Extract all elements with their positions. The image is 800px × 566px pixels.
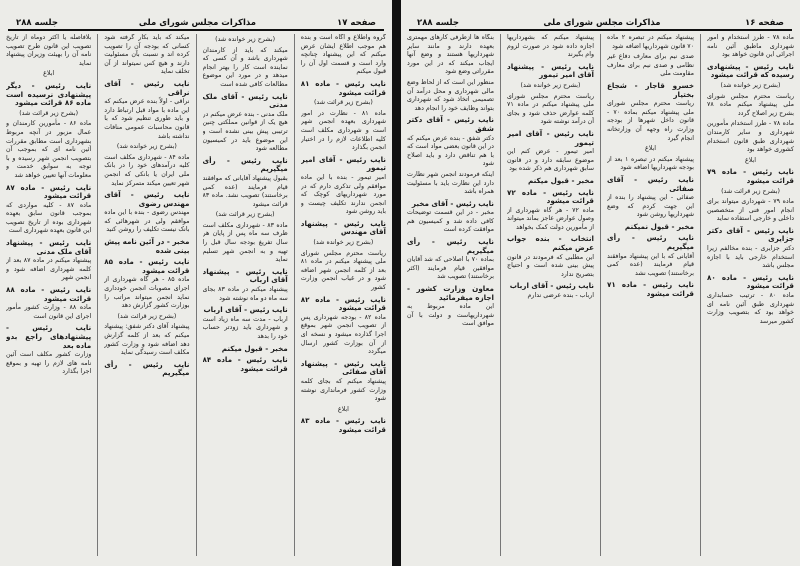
- procedural-note: (بشرح زیر خوانده شد): [116, 143, 177, 151]
- speaker-heading: مخبر - در آئین نامه پیش بینی شده: [104, 237, 190, 255]
- paragraph: پیشنهاد میکنم که بجای کلمه وزارت کشور فرمانداری نوشته شود: [300, 377, 386, 403]
- procedural-note: (بشرح زیر قرائت شد): [117, 312, 177, 320]
- speaker-heading: نایب رئیس - آقای ملک مدنی: [202, 91, 288, 110]
- paragraph: ماده ۸۳ - شهرداری مکلف است ظرف سه ماه پس از پایان هر سال تفریغ بودجه سال قبل را تهیه و به انجمن شهر تسلیم نماید: [202, 221, 288, 264]
- paragraph: پیشنهاد میکنم در ماده ۸۷ بعد از کلمه شهرداری اضافه شود و انجمن شهر: [6, 257, 92, 282]
- column-rule: [97, 34, 98, 556]
- paragraph: ماده ۷۲ - هر گاه شهرداری از وصول عوارض عاجز بماند میتواند از مأمورین دولت کمک بخواهد: [507, 206, 594, 231]
- paragraph: این مطلبی که فرمودند در قانون پیش بینی شده است و احتیاج بتصریح ندارد: [507, 253, 594, 278]
- speaker-heading: نایب رئیس - آقای مهندس رضوی: [104, 190, 190, 208]
- column-rule: [196, 34, 197, 556]
- paragraph: ملک مدنی - بنده عرض میکنم در هیچ یک از قوانین مملکتی چنین ترتیبی پیش بینی نشده است و این موضوع باید در کمیسیون مطالعه شود: [202, 110, 288, 153]
- speaker-heading: نایب رئیس - پیشنهادی رسیده که قرائت میشود: [707, 61, 794, 80]
- speaker-heading: خسرو قاجار - شجاع بختیار: [607, 80, 694, 99]
- speaker-heading: نایب رئیس - پیشنهادهای راجع بدو ماده بعد: [6, 323, 92, 350]
- speaker-heading: نایب رئیس - ماده ۷۹ قرائت میشود: [707, 167, 794, 185]
- paragraph: ماده ۸۸ - وزارت کشور مأمور اجرای این قانون است: [6, 304, 92, 320]
- paragraph: ریاست محترم مجلس شورای ملی پیشنهاد میکنم ماده ۷۸ بشرح زیر اصلاح گردد: [707, 92, 794, 117]
- left-page: [0, 0, 392, 566]
- page-header: [409, 14, 792, 31]
- procedural-note: ابلاغ: [644, 145, 657, 153]
- paragraph: نراقی - اولاً بنده عرض میکنم که این ماده با مواد قبل ارتباط دارد و باید طوری تنظیم شود که با قانون محاسبات عمومی منافات نداشته باشد: [104, 98, 190, 140]
- speaker-heading: نایب رئیس - پیشنهاد آقای ارباب: [202, 266, 288, 285]
- text-column: [707, 34, 794, 556]
- paragraph: امیر تیمور - بنده با این ماده موافقم ولی تذکری دارم که در مورد شهرداریهای کوچک که انجمن ندارند تکلیف چیست و باید روشن شود: [300, 173, 386, 216]
- speaker-heading: نایب رئیس - آقای مخبر: [411, 198, 494, 208]
- procedural-note: (بشرح زیر خوانده شد): [520, 81, 581, 89]
- speaker-heading: نایب رئیس - رأی میگیریم: [407, 237, 494, 255]
- procedural-note: (بشرح زیر قرائت شد): [19, 109, 79, 117]
- paragraph: ماده ۸۰ - ترتیب حسابداری شهرداری طبق آئین نامه ای خواهد بود که بتصویب وزارت کشور میرسد: [707, 292, 794, 325]
- speaker-heading: نایب رئیس - ماده ۸۱ قرائت میشود: [300, 78, 386, 97]
- publication-title: مذاکرات مجلس شورای ملی: [543, 18, 661, 28]
- paragraph: ماده ۸۷ - کلیه مواردی که بموجب قانون سابق بعهده شهرداری بوده از تاریخ تصویب این قانون بعهده شهرداری است: [6, 201, 92, 235]
- text-column: [607, 34, 694, 556]
- speaker-heading: نایب رئیس - پیشنهاد آقای ملک مدنی: [6, 238, 92, 256]
- text-column: [507, 34, 594, 556]
- text-column: [104, 34, 189, 556]
- speaker-heading: نایب رئیس - رأی میگیریم: [607, 233, 694, 252]
- speaker-heading: نایب رئیس - آقای ارباب: [509, 281, 594, 291]
- paragraph: پیشنهاد آقای دکتر شفق: پیشنهاد میکنم که بعد از کلمه گزارش دهد اضافه شود و وزارت کشور مکلف است رسیدگی نماید: [104, 323, 190, 357]
- paragraph: ریاست محترم مجلس شورای ملی پیشنهاد میکنم در ماده ۸۱ بعد از کلمه انجمن شهر اضافه شود و در غیاب انجمن وزارت کشور: [300, 249, 386, 292]
- publication-title: مذاکرات مجلس شورای ملی: [138, 18, 257, 28]
- procedural-note: (بشرح زیر خوانده شد): [215, 36, 276, 43]
- paragraph: اینکه فرمودند انجمن شهر نظارت دارد این نظارت باید با مسئولیت همراه باشد: [407, 170, 494, 196]
- speaker-heading: نایب رئیس - ماده ۸۸ قرائت میشود: [6, 285, 92, 303]
- speaker-heading: نایب رئیس - ماده ۸۳ قرائت میشود: [300, 416, 386, 434]
- paragraph: دکتر شفق - بنده عرض میکنم که در این قانون بعضی مواد است که با هم تناقض دارد و باید اصلاح شود: [407, 134, 494, 168]
- paragraph: پیشنهاد میکنم که بشهرداریها اجازه داده شود در صورت لزوم وام بگیرند: [507, 34, 594, 59]
- paragraph: بلافاصله یا اکثر دوماه از تاریخ تصویب این قانون طرح تصویب نامه آن را بهیئت وزیران پیشنهاد نماید: [6, 34, 92, 67]
- paragraph: ماده ۷۹ - شهرداری میتواند برای انجام امور فنی از متخصصین داخلی و خارجی استفاده نماید: [707, 198, 794, 223]
- speaker-heading: معاون وزارت کشور - اجازه میفرمائید: [407, 284, 494, 302]
- procedural-note: (بشرح زیر قرائت شد): [721, 187, 780, 195]
- text-columns: [6, 34, 386, 556]
- paragraph: امیر تیمور - عرض کنم این موضوع سابقه دارد و در قانون سابق شهرداری هم ذکر شده بود: [507, 148, 594, 173]
- paragraph: ارباب - بنده عرضی ندارم: [527, 292, 594, 300]
- paragraph: پیشنهاد میکنم در تبصره ۱ بعد از بودجه شهرداریها اضافه شود: [607, 155, 694, 172]
- session-number: جلسه ۲۸۸: [16, 18, 58, 28]
- paragraph: ماده ۸۶ - مأمورین کارمندان و عمال مزبور در آنچه مربوط بشهرداری است مطابق مقررات آئین نامه ای که بموجب آن بتصویب انجمن شهر رسیده و با توجه به سوابق خدمت و معلومات آنها تعیین خواهد شد: [6, 120, 92, 179]
- speaker-heading: نایب رئیس - ماده ۸۰ قرائت میشود: [707, 272, 794, 291]
- procedural-note: (بشرح زیر قرائت شد): [313, 99, 373, 107]
- page-number: صفحه ۱۷: [337, 18, 376, 28]
- column-rule: [600, 34, 601, 556]
- speaker-heading: نایب رئیس - آقای ارباب: [203, 305, 288, 315]
- speaker-heading: نایب رئیس - ماده ۸۲ قرائت میشود: [300, 294, 386, 313]
- speaker-heading: نایب رئیس - آقای امیر تیمور: [300, 154, 386, 173]
- speaker-heading: نایب رئیس - رأی میگیریم: [202, 155, 288, 174]
- paragraph: پیشنهاد میکنم در ماده ۸۳ بجای سه ماه دو ماه نوشته شود: [202, 286, 288, 302]
- text-column: [301, 34, 386, 556]
- paragraph: دکتر جزایری - بنده مخالفم زیرا استخدام خارجی باید با اجازه مجلس باشد: [707, 245, 794, 270]
- procedural-note: ابلاغ: [337, 405, 349, 413]
- paragraph: ماده ۷۸ - طرز استخدام مأمورین شهرداری و سایر کارمندان شهرداری طبق قانون استخدام کشوری خواهد بود: [707, 120, 794, 154]
- speaker-heading: انتخاب - بنده جواب عرض میکنم: [507, 234, 594, 253]
- right-page: [401, 0, 800, 566]
- paragraph: ریاست محترم مجلس شورای ملی پیشنهاد میکنم بماده ۷۰ - قانون داخل شهرها از بودجه وزارت راه وجهه آن وزارتخانه انجام گیرد: [607, 100, 694, 142]
- procedural-note: ابلاغ: [744, 156, 757, 164]
- paragraph: ماده ۸۱ - نظارت در امور شهرداری بعهده انجمن شهر است و شهرداری مکلف است کلیه اطلاعات لازم را در اختیار انجمن بگذارد: [300, 109, 386, 152]
- procedural-note: (بشرح زیر قرائت شد): [215, 211, 275, 219]
- page-header: [8, 14, 384, 31]
- speaker-heading: نایب رئیس - آقای دکتر شفق: [407, 115, 494, 133]
- paragraph: بقبول پیشنهاد آقایانی که موافقند قیام فرمایند (عده کمی برخاستند) تصویب نشد. ماده ۸۳ قرائت میشود: [202, 174, 288, 208]
- procedural-note: (بشرح زیر خوانده شد): [720, 81, 781, 89]
- paragraph: ماده ۸۲ - بودجه شهرداری پس از تصویب انجمن شهر بموقع اجرا گذارده میشود و نسخه ای از آن بوزارت کشور ارسال میگردد: [300, 313, 386, 356]
- column-rule: [700, 34, 701, 556]
- text-columns: [407, 34, 794, 556]
- speaker-heading: نایب رئیس - پیشنهاد آقای امیر تیمور: [507, 61, 594, 80]
- text-column: [203, 34, 288, 556]
- paragraph: ماده ۸۵ - هر گاه شهرداری از اجرای مصوبات انجمن خودداری نماید انجمن میتواند مراتب را بوزارت کشور گزارش دهد: [104, 276, 190, 310]
- paragraph: گروه واطلاع و آگاه است و بنده هم موجب اطلاع ایشان عرض میکنم که این پیشنهاد چنانچه وارد است و قسمت اول آن را قبول میکنم: [300, 34, 386, 76]
- column-rule: [500, 34, 501, 556]
- paragraph: منظور این است که از لحاظ وضع مالی شهرداری و محل درآمد آن تصمیمی اتخاذ شود که شهرداری بتواند وظایف خود را انجام دهد: [407, 78, 494, 112]
- speaker-heading: نایب رئیس - ماده ۸۴ قرائت میشود: [202, 355, 288, 373]
- speaker-heading: نایب رئیس - ماده ۷۱ قرائت میشود: [607, 280, 694, 299]
- paragraph: مخبر - در این قسمت توضیحات کافی داده شد و کمیسیون هم موافقت کرده است: [407, 209, 494, 234]
- paragraph: ارباب - مدت سه ماه زیاد است و شهرداری باید زودتر حساب خود را بدهد: [202, 315, 288, 340]
- paragraph: وزارت کشور مکلف است آئین نامه های لازم را تهیه و بموقع اجرا بگذارد: [6, 351, 92, 376]
- text-column: [407, 34, 494, 556]
- paragraph: مهندس رضوی - بنده با این ماده موافقم ولی در شهرهائی که بانک نیست تکلیف را روشن کنید: [104, 209, 190, 234]
- speaker-heading: نایب رئیس - پیشنهاد آقای مهندس: [300, 218, 386, 237]
- speaker-heading: نایب رئیس - آقای امیر تیمور: [507, 128, 594, 147]
- speaker-heading: نایب رئیس - آقای نراقی: [104, 78, 190, 97]
- session-number: جلسه ۲۸۸: [417, 18, 459, 28]
- paragraph: پیشنهاد میکنم در تبصره ۲ ماده ۷۰ قانون شهرداریها اضافه شود: [607, 34, 694, 50]
- speaker-heading: نایب رئیس - پیشنهاد آقای صفائی: [300, 358, 386, 377]
- page-number: صفحه ۱۶: [745, 18, 784, 28]
- paragraph: میکند که باید بکار گرفته شود کسانی که بودجه آن را تصویب کرده اند و نسبت بآن مسئولیت دارند و هیچ کس نمیتواند از آن تخلف نماید: [104, 34, 190, 76]
- paragraph: ریاست محترم مجلس شورای ملی پیشنهاد میکنم در ماده ۷۱ کلمه عوارض حذف شود و بجای آن درآمد نوشته شود: [507, 92, 594, 126]
- speaker-heading: نایب رئیس - ماده ۸۷ قرائت میشود: [6, 182, 92, 201]
- paragraph: بماده ۷۰ با اصلاحی که شد آقایان موافقین قیام فرمایند (اکثر برخاستند) تصویب شد: [407, 256, 494, 281]
- speaker-heading: نایب رئیس - ماده ۷۲ قرائت میشود: [507, 187, 594, 206]
- speaker-heading: نایب رئیس - رأی میگیریم: [104, 359, 190, 378]
- speaker-heading: مخبر - قبول میکنم: [221, 343, 288, 353]
- column-rule: [294, 34, 295, 556]
- speaker-heading: نایب رئیس - دیگر پیشنهادی نرسیده است ماده ۸۶ قرائت میشود: [6, 80, 92, 108]
- procedural-note: (بشرح زیر خوانده شد): [313, 239, 374, 247]
- paragraph: ماده ۸۴ - شهرداری مکلف است کلیه درآمدهای خود را در بانک ملی ایران یا بانکی که انجمن شهر تعیین میکند متمرکز نماید: [104, 153, 190, 187]
- paragraph: بنگاه ها ازطرفی کارهای مهمتری بعهده دارند و مانند سایر شهرداریها هستند و وضع آنها ایجاب میکند که در این مورد مقرراتی وضع شود: [407, 34, 494, 76]
- paragraph: میکند که باید از کارمندان شهرداری باشد و آن کسی که نماینده است کار را بهتر انجام میدهد و در مورد این موضوع مطالعات کافی شده است: [202, 46, 288, 88]
- paragraph: ماده ۷۸ - طرز استخدام و امور شهرداری ماطبق آئین نامه اجرائی این قانون خواهد بود: [707, 34, 794, 59]
- speaker-heading: نایب رئیس - آقای دکتر جزایری: [707, 225, 794, 244]
- speaker-heading: نایب رئیس - ماده ۸۵ قرائت میشود: [104, 257, 190, 275]
- text-column: [6, 34, 91, 556]
- paragraph: صدی نیم برای معارف دفاع غیر نظامی و صدی نیم برای معارف مقاومت ملی: [607, 53, 694, 78]
- speaker-heading: مخبر - قبول میکنم: [527, 175, 594, 185]
- speaker-heading: مخبر - قبول نمیکنم: [624, 221, 694, 231]
- paragraph: این ماده مربوط به شهرداریهاست و دولت با آن موافق است: [407, 303, 494, 328]
- paragraph: آقایانی که با این پیشنهاد موافقند قیام فرمایند (عده کمی برخاستند) تصویب نشد: [607, 252, 694, 277]
- speaker-heading: نایب رئیس - آقای صفائی: [607, 174, 694, 193]
- binding-gutter: [392, 0, 401, 566]
- procedural-note: ابلاغ: [43, 70, 55, 78]
- paragraph: صفائی - این پیشنهاد را بنده از این جهت کردم که وضع شهرداریها روشن شود: [607, 194, 694, 219]
